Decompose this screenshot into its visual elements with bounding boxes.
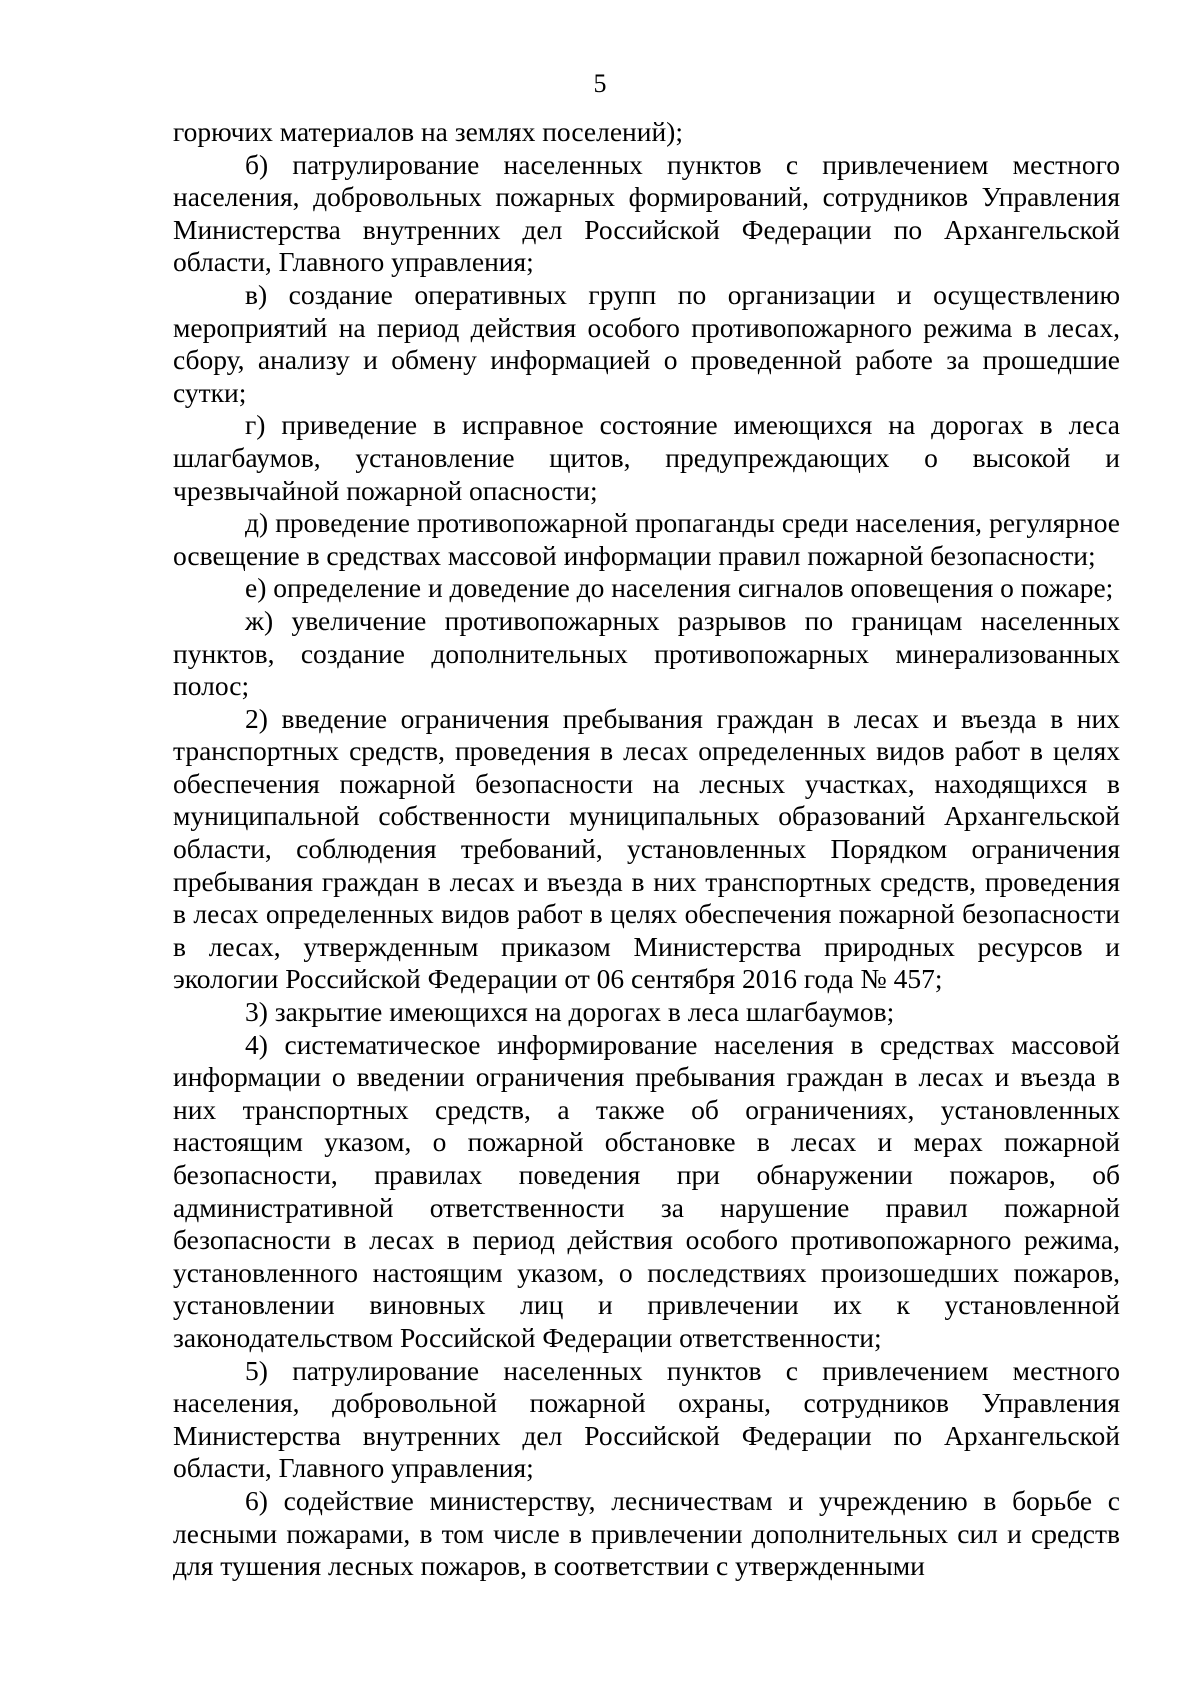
paragraph-item-e: е) определение и доведение до населения сигналов оповещения о пожаре; <box>245 572 1114 604</box>
paragraph-item-zh: ж) увеличение противопожарных разрывов по границам населенных пунктов, создание дополнительных противопожарных минерализованных полос; <box>173 604 1120 702</box>
paragraph-item-6: 6) содействие министерству, лесничествам и учреждению в борьбе с лесными пожарами, в том числе в привлечении дополнительных сил и средств для тушения лесных пожаров, в соответствии с утвержденными <box>173 1484 1120 1582</box>
paragraph-item-5: 5) патрулирование населенных пунктов с привлечением местного населения, добровольной пожарной охраны, сотрудников Управления Министерства внутренних дел Российской Федерации по Архангельской области, Главного управления; <box>173 1354 1120 1484</box>
page-number: 5 <box>593 69 607 98</box>
paragraph-item-g: г) приведение в исправное состояние имеющихся на дорогах в леса шлагбаумов, установление щитов, предупреждающих о высокой и чрезвычайной пожарной опасности; <box>173 409 1120 506</box>
paragraph-item-d: д) проведение противопожарной пропаганды среди населения, регулярное освещение в средствах массовой информации правил пожарной безопасности; <box>173 507 1120 571</box>
paragraph-item-4: 4) систематическое информирование населения в средствах массовой информации о введении ограничения пребывания граждан в лесах и въезда в них транспортных средств, а также об ограничениях, установленных настоящим указом, о пожарной обстановке в лесах и мерах пожарной безопасности, правилах поведения при обнаружении пожаров, об административной ответственности за нарушение правил пожарной безопасности в лесах в период действия особого противопожарного режима, установленного настоящим указом, о последствиях произошедших пожаров, установлении виновных лиц и привлечении их к установленной законодательством Российской Федерации ответственности; <box>173 1028 1120 1353</box>
paragraph-item-3: 3) закрытие имеющихся на дорогах в леса шлагбаумов; <box>245 996 895 1028</box>
paragraph-item-v: в) создание оперативных групп по организации и осуществлению мероприятий на период действия особого противопожарного режима в лесах, сбору, анализу и обмену информацией о проведенной работе за прошедшие сутки; <box>173 278 1120 408</box>
paragraph-item-b: б) патрулирование населенных пунктов с привлечением местного населения, добровольных пожарных формирований, сотрудников Управления Министерства внутренних дел Российской Федерации по Архангельской области, Главного управления; <box>173 148 1120 278</box>
document-body <box>173 116 1120 1583</box>
paragraph-item-2: 2) введение ограничения пребывания граждан в лесах и въезда в них транспортных средств, проведения в лесах определенных видов работ в целях обеспечения пожарной безопасности на лесных участках, находящихся в муниципальной собственности муниципальных образований Архангельской области, соблюдения требований, установленных Порядком ограничения пребывания граждан в лесах и въезда в них транспортных средств, проведения в лесах определенных видов работ в целях обеспечения пожарной безопасности в лесах, утвержденным приказом Министерства природных ресурсов и экологии Российской Федерации от 06 сентября 2016 года № 457; <box>173 702 1120 995</box>
paragraph-continuation: горючих материалов на землях поселений); <box>173 116 683 147</box>
